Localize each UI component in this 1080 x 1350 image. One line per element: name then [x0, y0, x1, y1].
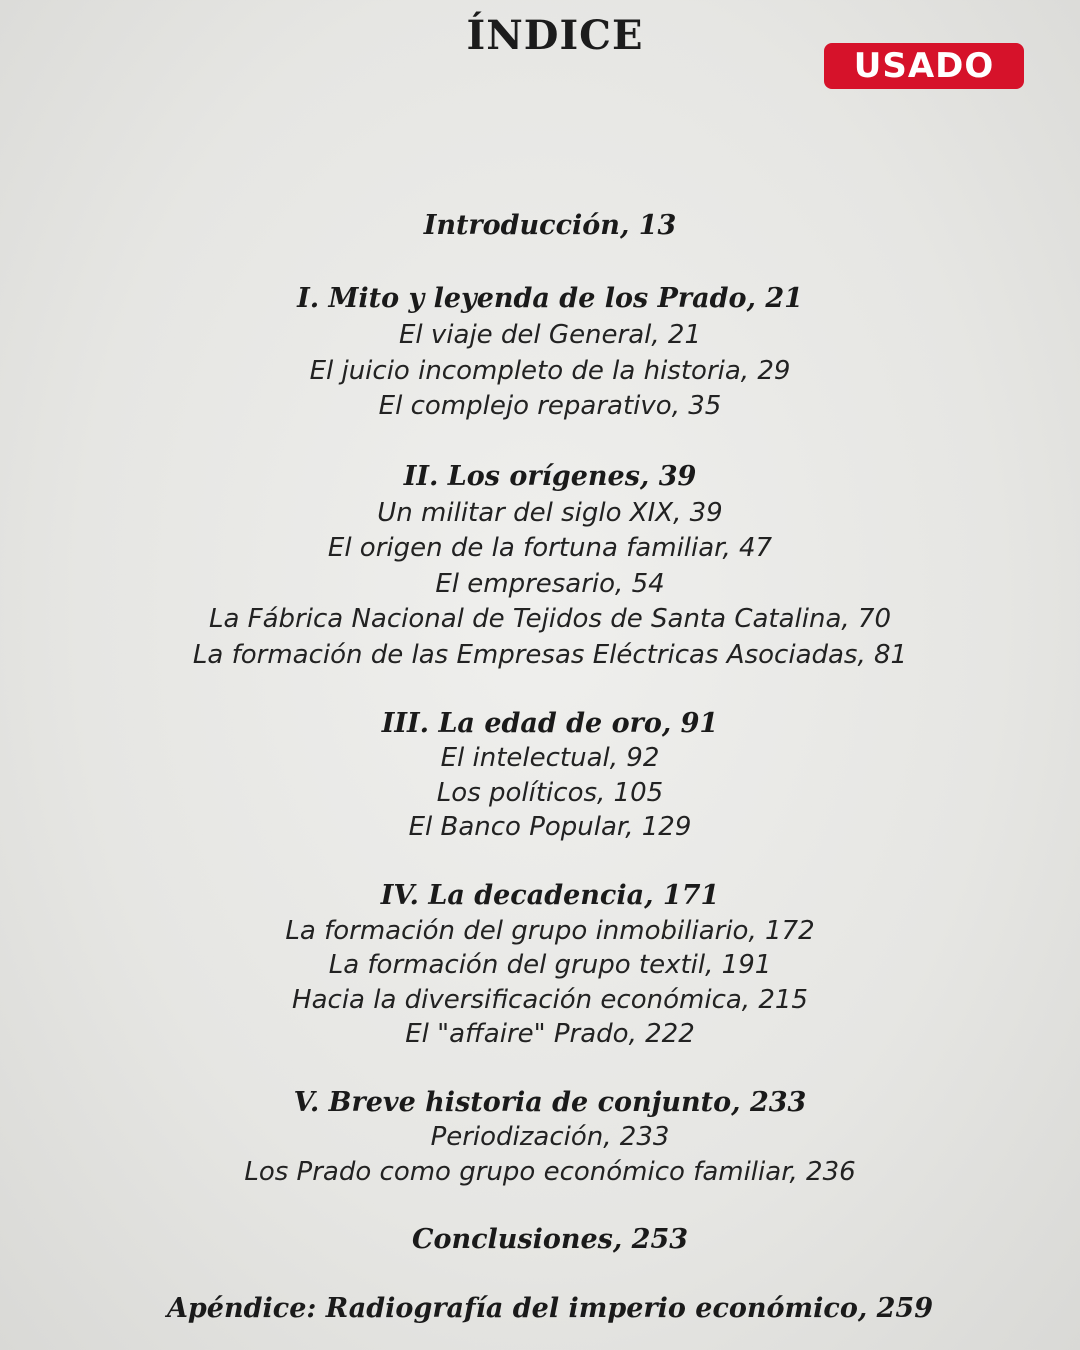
- toc-section: El viaje del General, 21: [398, 320, 701, 350]
- toc-chapter-1: I. Mito y leyenda de los Prado, 21: [297, 283, 803, 314]
- toc-section: El complejo reparativo, 35: [378, 391, 722, 421]
- toc-section: La Fábrica Nacional de Tejidos de Santa Catalina, 70: [208, 604, 892, 634]
- toc-section: La formación de las Empresas Eléctricas Asociadas, 81: [192, 640, 908, 670]
- toc-chapter-4: IV. La decadencia, 171: [380, 880, 720, 911]
- toc-section: El Banco Popular, 129: [408, 812, 692, 842]
- toc-section: Un militar del siglo XIX, 39: [377, 498, 723, 528]
- toc-section: El origen de la fortuna familiar, 47: [327, 533, 773, 563]
- used-badge: USADO: [824, 43, 1024, 89]
- toc-entry-apendice: Apéndice: Radiografía del imperio económico, 259: [166, 1293, 933, 1324]
- toc-entry-introduccion: Introducción, 13: [423, 210, 677, 241]
- toc-section: Periodización, 233: [430, 1122, 670, 1152]
- toc-section: El intelectual, 92: [440, 743, 660, 773]
- toc-entry-conclusiones: Conclusiones, 253: [411, 1224, 689, 1255]
- toc-section: La formación del grupo inmobiliario, 172: [285, 916, 815, 946]
- toc-section: La formación del grupo textil, 191: [328, 950, 772, 980]
- toc-section: Los Prado como grupo económico familiar, 236: [244, 1157, 856, 1187]
- toc-chapter-5: V. Breve historia de conjunto, 233: [293, 1087, 807, 1118]
- toc-section: El "affaire" Prado, 222: [405, 1019, 695, 1049]
- toc-chapter-2: II. Los orígenes, 39: [403, 461, 697, 492]
- toc-section: El juicio incompleto de la historia, 29: [309, 356, 791, 386]
- toc-section: Los políticos, 105: [436, 778, 664, 808]
- toc-chapter-3: III. La edad de oro, 91: [381, 708, 719, 739]
- toc-section: Hacia la diversificación económica, 215: [292, 985, 808, 1015]
- toc-section: El empresario, 54: [435, 569, 665, 599]
- page-title: ÍNDICE: [466, 12, 644, 59]
